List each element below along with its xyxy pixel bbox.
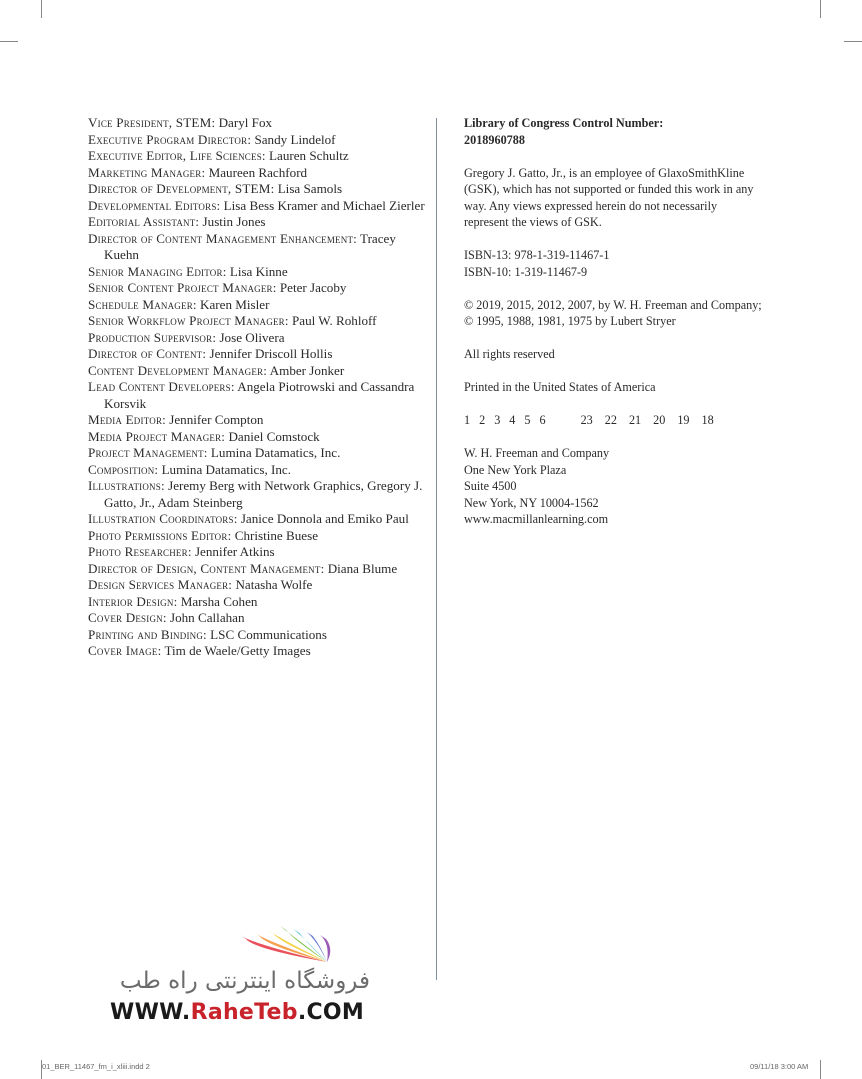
crop-mark-top-right-h [844, 41, 862, 42]
disclaimer: Gregory J. Gatto, Jr., is an employee of GlaxoSmithKline (GSK), which has not supported or funded this work in any way. Any views expressed herein do not necessarily represent the views of GSK. [464, 165, 754, 229]
credit-name: Lumina Datamatics, Inc. [161, 461, 291, 477]
print-number: 1 [464, 413, 471, 427]
credit-role: Director of Development, STEM: [88, 181, 275, 196]
watermark-url [110, 1000, 364, 1025]
credit-role: Content Development Manager: [88, 362, 268, 378]
credit-role: Design Services Manager: [88, 577, 233, 592]
credit-role: Director of Design, Content Management: [88, 560, 325, 576]
credit-role: Senior Managing Editor: [88, 263, 227, 279]
isbn-block [464, 247, 764, 280]
credit-name: Peter Jacoby [279, 280, 347, 295]
print-number: 3 [494, 413, 501, 427]
credit-name: John Callahan [169, 610, 245, 625]
credit-role: Lead Content Developers: [88, 379, 235, 394]
credit-name: Tracey Kuehn [104, 230, 396, 262]
credit-name: Paul W. Rohloff [291, 313, 377, 328]
address-line-2: Suite 4500 [464, 479, 517, 493]
print-line [464, 412, 764, 429]
credit-role: Marketing Manager: [88, 164, 206, 180]
credit-entry [88, 528, 428, 545]
credit-role: Illustrations: [88, 478, 165, 493]
credit-entry [88, 412, 428, 429]
credit-name: Janice Donnola and Emiko Paul [240, 511, 409, 526]
credit-entry [88, 594, 428, 611]
credit-name: Maureen Rachford [208, 164, 308, 180]
book-logo-icon [108, 918, 370, 973]
credit-role: Cover Image: [88, 643, 162, 658]
credit-name: LSC Communications [210, 626, 327, 642]
loc-block [464, 115, 764, 148]
copyright-notice: © 2019, 2015, 2012, 2007, by W. H. Freeman and Company; © 1995, 1988, 1981, 1975 by Lubert Stryer [464, 297, 762, 328]
credit-entry [88, 214, 428, 231]
copyright-column [464, 115, 764, 544]
credit-entry [88, 181, 428, 198]
credit-entry [88, 429, 428, 446]
watermark-url-suffix: .COM [297, 1000, 365, 1025]
credit-entry [88, 330, 428, 347]
crop-mark-top-left-h [0, 41, 18, 42]
rights-reserved: All rights reserved [464, 347, 555, 361]
publisher-address [464, 445, 764, 528]
credit-role: Production Supervisor: [88, 329, 217, 345]
print-number: 22 [604, 413, 617, 427]
crop-mark-top-right [820, 0, 821, 18]
credit-name: Lisa Kinne [229, 263, 288, 279]
print-numbers-left [464, 412, 555, 429]
isbn13: ISBN-13: 978-1-319-11467-1 [464, 248, 610, 262]
credit-name: Angela Piotrowski and Cassandra Korsvik [104, 379, 415, 411]
credit-name: Natasha Wolfe [235, 577, 313, 592]
credit-role: Composition: [88, 461, 159, 477]
credit-name: Daryl Fox [218, 115, 273, 130]
print-number: 21 [628, 413, 642, 427]
printed-in: Printed in the United States of America [464, 380, 656, 394]
credit-entry [88, 363, 428, 380]
credit-entry [88, 346, 428, 363]
watermark-persian-text: فروشگاه اینترنتی راه طب [119, 968, 370, 994]
credit-name: Jeremy Berg with Network Graphics, Gregory J. Gatto, Jr., Adam Steinberg [104, 478, 423, 510]
loc-label: Library of Congress Control Number: [464, 116, 664, 130]
credit-role: Interior Design: [88, 593, 178, 609]
credit-role: Schedule Manager: [88, 296, 197, 312]
credits-list [88, 115, 428, 660]
credit-name: Justin Jones [202, 214, 266, 229]
credit-role: Director of Content Management Enhancement: [88, 230, 357, 246]
credit-name: Jennifer Atkins [194, 544, 275, 559]
crop-mark-top-left [41, 0, 42, 18]
credit-name: Karen Misler [200, 296, 270, 312]
credit-entry [88, 577, 428, 594]
credit-name: Jose Olivera [219, 329, 285, 345]
credit-name: Christine Buese [234, 527, 318, 543]
credit-entry [88, 313, 428, 330]
credit-role: Director of Content: [88, 346, 207, 361]
credit-role: Printing and Binding: [88, 626, 207, 642]
credit-entry [88, 478, 428, 511]
credit-name: Diana Blume [327, 560, 398, 576]
credit-name: Jennifer Driscoll Hollis [209, 346, 333, 361]
credit-name: Sandy Lindelof [254, 131, 336, 147]
credit-entry [88, 544, 428, 561]
crop-mark-bottom-right [820, 1060, 821, 1079]
credit-name: Lumina Datamatics, Inc. [210, 445, 341, 460]
print-number: 19 [677, 413, 690, 427]
website: www.macmillanlearning.com [464, 512, 609, 526]
footer-file: 01_BER_11467_fm_i_xliii.indd 2 [42, 1062, 150, 1071]
address-line-1: One New York Plaza [464, 462, 567, 477]
credit-entry [88, 643, 428, 660]
credit-name: Lisa Samols [277, 181, 343, 196]
credit-entry [88, 561, 428, 578]
print-number: 20 [653, 413, 666, 427]
credit-entry [88, 132, 428, 149]
credit-entry [88, 115, 428, 132]
credit-entry [88, 445, 428, 462]
print-number: 18 [701, 413, 714, 427]
isbn10: ISBN-10: 1-319-11467-9 [464, 264, 588, 279]
credit-role: Senior Content Project Manager: [88, 280, 277, 295]
credit-role: Senior Workflow Project Manager: [88, 313, 289, 328]
credit-role: Cover Design: [88, 610, 167, 625]
print-number: 23 [580, 413, 593, 427]
print-number: 6 [539, 413, 546, 427]
credit-name: Marsha Cohen [180, 593, 258, 609]
watermark-url-prefix: WWW. [110, 1000, 191, 1025]
credit-entry [88, 462, 428, 479]
credit-name: Lisa Bess Kramer and Michael Zierler [223, 197, 425, 213]
print-number: 4 [509, 413, 516, 427]
loc-number: 2018960788 [464, 132, 525, 147]
column-divider [436, 118, 437, 980]
credit-entry [88, 627, 428, 644]
credit-entry [88, 264, 428, 281]
credit-role: Executive Editor, Life Sciences: [88, 148, 266, 163]
credit-role: Photo Researcher: [88, 544, 192, 559]
credit-entry [88, 379, 428, 412]
rahe-teb-watermark [108, 918, 370, 1028]
credit-role: Photo Permissions Editor: [88, 527, 232, 543]
credit-name: Amber Jonker [269, 362, 345, 378]
credit-entry [88, 165, 428, 182]
credit-entry [88, 198, 428, 215]
credit-role: Executive Program Director: [88, 131, 252, 147]
credit-role: Editorial Assistant: [88, 214, 200, 229]
credit-entry [88, 231, 428, 264]
print-numbers-right [581, 412, 726, 429]
footer-timestamp: 09/11/18 3:00 AM [750, 1062, 809, 1071]
credit-role: Media Project Manager: [88, 428, 226, 444]
credit-entry [88, 511, 428, 528]
credit-role: Illustration Coordinators: [88, 511, 238, 526]
credit-name: Daniel Comstock [228, 428, 320, 444]
credit-entry [88, 148, 428, 165]
credit-entry [88, 280, 428, 297]
print-number: 2 [479, 413, 486, 427]
address-line-3: New York, NY 10004-1562 [464, 495, 599, 510]
credit-name: Tim de Waele/Getty Images [164, 643, 311, 658]
credit-name: Lauren Schultz [269, 148, 349, 163]
publisher-name: W. H. Freeman and Company [464, 446, 610, 460]
watermark-url-brand: RaheTeb [190, 1000, 298, 1025]
credit-name: Jennifer Compton [169, 412, 264, 427]
credit-role: Media Editor: [88, 412, 166, 427]
credit-role: Vice President, STEM: [88, 115, 216, 130]
print-number: 5 [524, 413, 531, 427]
credit-entry [88, 610, 428, 627]
credit-role: Developmental Editors: [88, 197, 221, 213]
credit-entry [88, 297, 428, 314]
credit-role: Project Management: [88, 445, 208, 460]
